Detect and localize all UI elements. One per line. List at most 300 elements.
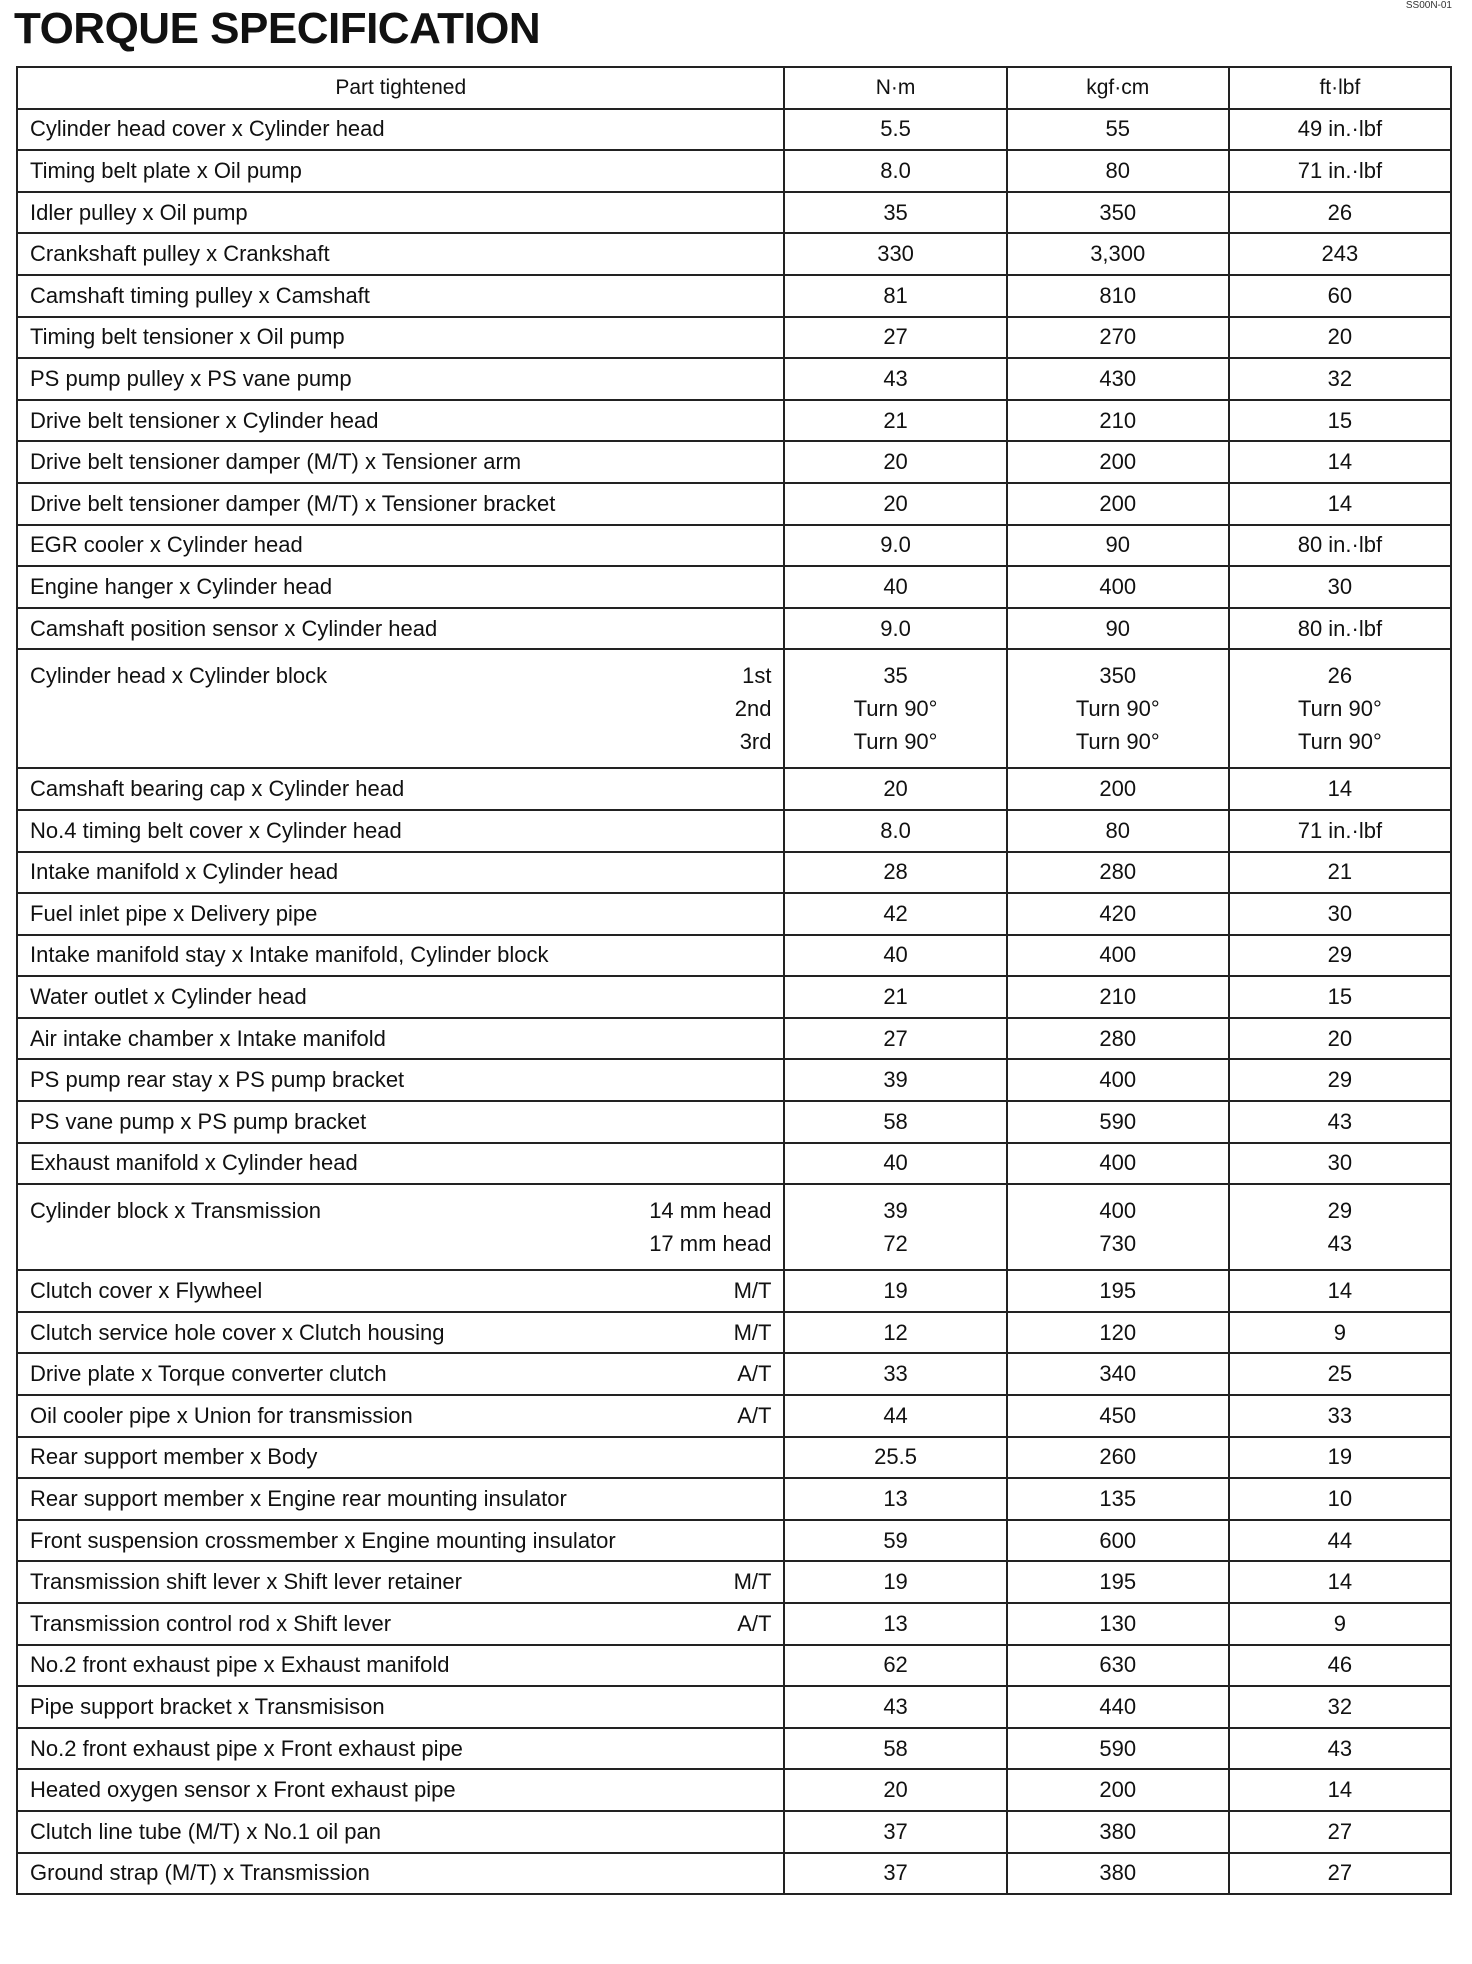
part-cell	[17, 525, 784, 567]
nm-cell	[784, 441, 1006, 483]
header-nm: N·m	[784, 67, 1006, 109]
nm-cell-value: 27	[883, 1025, 908, 1051]
kgf-cm-cell	[1007, 1478, 1229, 1520]
nm-cell	[784, 1018, 1006, 1060]
ft-lbf-cell-value: 27	[1327, 1860, 1353, 1886]
ft-lbf-cell-value: 9	[1333, 1319, 1347, 1345]
nm-cell	[784, 852, 1006, 894]
part-name: Camshaft position sensor x Cylinder head	[30, 615, 438, 641]
part-cell	[17, 810, 784, 852]
table-row	[17, 1520, 1451, 1562]
table-row	[17, 358, 1451, 400]
table-row	[17, 109, 1451, 151]
table-row	[17, 400, 1451, 442]
part-cell	[17, 1811, 784, 1853]
kgf-cm-cell-value: 135	[1099, 1486, 1137, 1512]
ft-lbf-cell	[1229, 852, 1451, 894]
nm-cell-value: 9.0	[880, 615, 911, 641]
ft-lbf-cell-value: 25	[1327, 1361, 1353, 1387]
table-row	[17, 233, 1451, 275]
part-cell	[17, 233, 784, 275]
part-cell	[17, 317, 784, 359]
nm-cell	[784, 358, 1006, 400]
kgf-cm-cell	[1007, 1437, 1229, 1479]
nm-cell-value: 33	[883, 1361, 908, 1387]
part-cell	[17, 1312, 784, 1354]
nm-cell	[784, 400, 1006, 442]
kgf-cm-cell-value: Turn 90°	[1075, 729, 1160, 755]
ft-lbf-cell	[1229, 1270, 1451, 1312]
part-name: PS pump pulley x PS vane pump	[30, 365, 352, 391]
table-row	[17, 1437, 1451, 1479]
table-row	[17, 1143, 1451, 1185]
ft-lbf-cell	[1229, 649, 1451, 768]
part-cell	[17, 852, 784, 894]
ft-lbf-cell-value: 29	[1327, 1198, 1353, 1224]
nm-cell	[784, 1101, 1006, 1143]
ft-lbf-cell-value: 9	[1333, 1610, 1347, 1636]
kgf-cm-cell-value: 350	[1099, 199, 1137, 225]
ft-lbf-cell	[1229, 1811, 1451, 1853]
kgf-cm-cell-value: 400	[1099, 1067, 1137, 1093]
ft-lbf-cell-value: 14	[1327, 490, 1353, 516]
kgf-cm-cell-value: 200	[1099, 490, 1137, 516]
part-cell	[17, 1395, 784, 1437]
kgf-cm-cell	[1007, 1270, 1229, 1312]
part-condition-label: M/T	[733, 1319, 772, 1345]
nm-cell-value: 5.5	[880, 116, 911, 142]
nm-cell	[784, 1395, 1006, 1437]
table-row	[17, 1686, 1451, 1728]
nm-cell	[784, 1143, 1006, 1185]
nm-cell	[784, 649, 1006, 768]
part-cell	[17, 649, 784, 768]
nm-cell	[784, 109, 1006, 151]
ft-lbf-cell-value: 15	[1327, 984, 1353, 1010]
ft-lbf-cell	[1229, 935, 1451, 977]
part-cell	[17, 1018, 784, 1060]
kgf-cm-cell	[1007, 649, 1229, 768]
part-condition-label: A/T	[737, 1402, 772, 1428]
ft-lbf-cell-value: 44	[1327, 1527, 1353, 1553]
ft-lbf-cell-value: 80 in.·lbf	[1297, 615, 1383, 641]
nm-cell	[784, 525, 1006, 567]
nm-cell-value: 40	[883, 573, 908, 599]
ft-lbf-cell	[1229, 1437, 1451, 1479]
part-cell	[17, 275, 784, 317]
nm-cell	[784, 1184, 1006, 1270]
table-row	[17, 976, 1451, 1018]
nm-cell-value: 19	[883, 1278, 908, 1304]
part-cell	[17, 441, 784, 483]
part-cell	[17, 1853, 784, 1895]
part-cell	[17, 1101, 784, 1143]
nm-cell	[784, 1270, 1006, 1312]
ft-lbf-cell	[1229, 1018, 1451, 1060]
part-cell	[17, 1769, 784, 1811]
nm-cell	[784, 566, 1006, 608]
kgf-cm-cell-value: 440	[1099, 1693, 1137, 1719]
kgf-cm-cell-value: 400	[1099, 942, 1137, 968]
part-condition-label: 3rd	[739, 729, 772, 755]
kgf-cm-cell-value: Turn 90°	[1075, 696, 1160, 722]
ft-lbf-cell	[1229, 1645, 1451, 1687]
ft-lbf-cell	[1229, 192, 1451, 234]
part-name: Cylinder head cover x Cylinder head	[30, 116, 385, 142]
ft-lbf-cell	[1229, 1478, 1451, 1520]
ft-lbf-cell-value: 29	[1327, 1067, 1353, 1093]
ft-lbf-cell	[1229, 1101, 1451, 1143]
ft-lbf-cell	[1229, 1184, 1451, 1270]
kgf-cm-cell	[1007, 1603, 1229, 1645]
part-name: Heated oxygen sensor x Front exhaust pipe	[30, 1777, 456, 1803]
table-row	[17, 935, 1451, 977]
part-cell	[17, 358, 784, 400]
kgf-cm-cell	[1007, 1853, 1229, 1895]
kgf-cm-cell-value: 280	[1099, 1025, 1137, 1051]
kgf-cm-cell	[1007, 608, 1229, 650]
ft-lbf-cell-value: Turn 90°	[1297, 729, 1382, 755]
nm-cell-value: 20	[883, 776, 908, 802]
kgf-cm-cell-value: 80	[1105, 817, 1130, 843]
part-name: No.4 timing belt cover x Cylinder head	[30, 817, 402, 843]
part-cell	[17, 1353, 784, 1395]
table-row	[17, 810, 1451, 852]
nm-cell	[784, 1520, 1006, 1562]
part-name: Intake manifold x Cylinder head	[30, 859, 339, 885]
part-name: Timing belt tensioner x Oil pump	[30, 324, 345, 350]
nm-cell	[784, 1811, 1006, 1853]
kgf-cm-cell	[1007, 150, 1229, 192]
nm-cell-value: 72	[883, 1231, 908, 1257]
table-body	[17, 109, 1451, 1895]
kgf-cm-cell-value: 195	[1099, 1569, 1137, 1595]
kgf-cm-cell	[1007, 852, 1229, 894]
table-row	[17, 566, 1451, 608]
nm-cell	[784, 1312, 1006, 1354]
part-name: Drive belt tensioner damper (M/T) x Tensioner bracket	[30, 490, 556, 516]
kgf-cm-cell-value: 590	[1099, 1735, 1137, 1761]
ft-lbf-cell-value: 20	[1327, 324, 1353, 350]
nm-cell	[784, 1478, 1006, 1520]
kgf-cm-cell-value: 730	[1099, 1231, 1137, 1257]
ft-lbf-cell	[1229, 768, 1451, 810]
nm-cell-value: 21	[883, 407, 908, 433]
nm-cell	[784, 976, 1006, 1018]
table-row	[17, 525, 1451, 567]
table-row	[17, 483, 1451, 525]
ft-lbf-cell-value: 71 in.·lbf	[1297, 817, 1383, 843]
kgf-cm-cell-value: 200	[1099, 449, 1137, 475]
part-condition-label: M/T	[733, 1569, 772, 1595]
ft-lbf-cell-value: Turn 90°	[1297, 696, 1382, 722]
kgf-cm-cell	[1007, 1312, 1229, 1354]
ft-lbf-cell	[1229, 317, 1451, 359]
kgf-cm-cell-value: 270	[1099, 324, 1137, 350]
table-row	[17, 441, 1451, 483]
part-condition	[734, 1320, 772, 1346]
ft-lbf-cell-value: 33	[1327, 1402, 1353, 1428]
ft-lbf-cell-value: 46	[1327, 1652, 1353, 1678]
kgf-cm-cell-value: 55	[1105, 116, 1130, 142]
table-row	[17, 1270, 1451, 1312]
table-row	[17, 1603, 1451, 1645]
nm-cell-value: 19	[883, 1569, 908, 1595]
part-name: PS pump rear stay x PS pump bracket	[30, 1067, 405, 1093]
kgf-cm-cell-value: 210	[1099, 984, 1137, 1010]
kgf-cm-cell-value: 340	[1099, 1361, 1137, 1387]
table-row	[17, 317, 1451, 359]
header-ft-lbf: ft·lbf	[1229, 67, 1451, 109]
kgf-cm-cell	[1007, 976, 1229, 1018]
ft-lbf-cell	[1229, 1059, 1451, 1101]
part-condition	[735, 659, 772, 758]
table-header-row	[17, 67, 1451, 109]
table-row	[17, 150, 1451, 192]
nm-cell	[784, 1645, 1006, 1687]
part-condition-label: 17 mm head	[649, 1231, 772, 1257]
ft-lbf-cell	[1229, 1395, 1451, 1437]
part-cell	[17, 1645, 784, 1687]
part-name: No.2 front exhaust pipe x Front exhaust pipe	[30, 1735, 463, 1761]
part-cell	[17, 608, 784, 650]
table-row	[17, 852, 1451, 894]
nm-cell-value: 13	[883, 1486, 908, 1512]
table-row	[17, 1769, 1451, 1811]
ft-lbf-cell-value: 26	[1327, 199, 1353, 225]
nm-cell-value: 9.0	[880, 532, 911, 558]
kgf-cm-cell	[1007, 1561, 1229, 1603]
ft-lbf-cell-value: 27	[1327, 1818, 1353, 1844]
kgf-cm-cell-value: 260	[1099, 1444, 1137, 1470]
kgf-cm-cell-value: 380	[1099, 1860, 1137, 1886]
kgf-cm-cell	[1007, 525, 1229, 567]
kgf-cm-cell	[1007, 1520, 1229, 1562]
nm-cell-value: 81	[883, 282, 908, 308]
part-name: Fuel inlet pipe x Delivery pipe	[30, 900, 318, 926]
ft-lbf-cell-value: 20	[1327, 1025, 1353, 1051]
part-name: Exhaust manifold x Cylinder head	[30, 1150, 358, 1176]
ft-lbf-cell	[1229, 893, 1451, 935]
part-name: Engine hanger x Cylinder head	[30, 573, 333, 599]
kgf-cm-cell	[1007, 275, 1229, 317]
page-code: SS00N-01	[1405, 0, 1452, 11]
part-cell	[17, 976, 784, 1018]
part-name: Clutch cover x Flywheel	[30, 1278, 263, 1304]
kgf-cm-cell	[1007, 1811, 1229, 1853]
part-condition	[649, 1194, 771, 1260]
kgf-cm-cell-value: 420	[1099, 900, 1137, 926]
part-cell	[17, 768, 784, 810]
ft-lbf-cell-value: 14	[1327, 1569, 1353, 1595]
ft-lbf-cell-value: 43	[1327, 1231, 1353, 1257]
kgf-cm-cell	[1007, 1059, 1229, 1101]
part-name: Camshaft bearing cap x Cylinder head	[30, 776, 405, 802]
part-name: EGR cooler x Cylinder head	[30, 532, 303, 558]
kgf-cm-cell	[1007, 810, 1229, 852]
ft-lbf-cell	[1229, 441, 1451, 483]
ft-lbf-cell	[1229, 1312, 1451, 1354]
table-row	[17, 608, 1451, 650]
part-name: Camshaft timing pulley x Camshaft	[30, 282, 370, 308]
kgf-cm-cell	[1007, 192, 1229, 234]
nm-cell-value: 35	[883, 663, 908, 689]
nm-cell-value: Turn 90°	[853, 729, 938, 755]
part-condition-label: 1st	[742, 663, 772, 689]
nm-cell	[784, 935, 1006, 977]
part-cell	[17, 109, 784, 151]
table-row	[17, 192, 1451, 234]
kgf-cm-cell	[1007, 935, 1229, 977]
kgf-cm-cell-value: 430	[1099, 365, 1137, 391]
table-row	[17, 893, 1451, 935]
table-row	[17, 1101, 1451, 1143]
torque-spec-table	[16, 66, 1452, 1895]
nm-cell-value: 13	[883, 1610, 908, 1636]
part-name: Air intake chamber x Intake manifold	[30, 1025, 386, 1051]
kgf-cm-cell-value: 130	[1099, 1610, 1137, 1636]
part-name: Drive belt tensioner x Cylinder head	[30, 407, 379, 433]
table-row	[17, 649, 1451, 768]
table-row	[17, 1184, 1451, 1270]
kgf-cm-cell-value: 90	[1105, 615, 1130, 641]
ft-lbf-cell-value: 14	[1327, 1777, 1353, 1803]
ft-lbf-cell	[1229, 1603, 1451, 1645]
nm-cell	[784, 1437, 1006, 1479]
nm-cell	[784, 893, 1006, 935]
part-name: Transmission control rod x Shift lever	[30, 1610, 392, 1636]
nm-cell-value: 58	[883, 1735, 908, 1761]
part-condition-label: A/T	[737, 1361, 772, 1387]
nm-cell	[784, 275, 1006, 317]
part-condition	[737, 1361, 771, 1387]
ft-lbf-cell-value: 32	[1327, 1693, 1353, 1719]
part-condition-label: 2nd	[734, 696, 772, 722]
table-row	[17, 1478, 1451, 1520]
nm-cell-value: 43	[883, 365, 908, 391]
ft-lbf-cell-value: 71 in.·lbf	[1297, 157, 1383, 183]
ft-lbf-cell	[1229, 1561, 1451, 1603]
kgf-cm-cell-value: 120	[1099, 1319, 1137, 1345]
kgf-cm-cell	[1007, 1101, 1229, 1143]
nm-cell-value: 20	[883, 1777, 908, 1803]
kgf-cm-cell	[1007, 768, 1229, 810]
header-part-tightened: Part tightened	[17, 67, 784, 109]
ft-lbf-cell-value: 80 in.·lbf	[1297, 532, 1383, 558]
part-cell	[17, 1520, 784, 1562]
nm-cell	[784, 1769, 1006, 1811]
part-name: Drive belt tensioner damper (M/T) x Tensioner arm	[30, 449, 522, 475]
nm-cell	[784, 1853, 1006, 1895]
part-name: Pipe support bracket x Transmisison	[30, 1693, 385, 1719]
ft-lbf-cell	[1229, 1686, 1451, 1728]
part-cell	[17, 400, 784, 442]
part-cell	[17, 935, 784, 977]
ft-lbf-cell	[1229, 275, 1451, 317]
ft-lbf-cell	[1229, 566, 1451, 608]
table-row	[17, 1395, 1451, 1437]
part-cell	[17, 1728, 784, 1770]
ft-lbf-cell-value: 19	[1327, 1444, 1353, 1470]
kgf-cm-cell-value: 200	[1099, 776, 1137, 802]
table-row	[17, 1853, 1451, 1895]
kgf-cm-cell-value: 280	[1099, 859, 1137, 885]
ft-lbf-cell-value: 15	[1327, 407, 1353, 433]
part-name: Crankshaft pulley x Crankshaft	[30, 241, 330, 267]
ft-lbf-cell	[1229, 1520, 1451, 1562]
nm-cell-value: 35	[883, 199, 908, 225]
part-name: Water outlet x Cylinder head	[30, 984, 307, 1010]
part-cell	[17, 1184, 784, 1270]
part-name: Intake manifold stay x Intake manifold, Cylinder block	[30, 942, 549, 968]
ft-lbf-cell	[1229, 1353, 1451, 1395]
kgf-cm-cell	[1007, 1686, 1229, 1728]
nm-cell-value: 330	[877, 241, 914, 267]
kgf-cm-cell	[1007, 483, 1229, 525]
nm-cell-value: 62	[883, 1652, 908, 1678]
part-cell	[17, 150, 784, 192]
ft-lbf-cell-value: 43	[1327, 1108, 1353, 1134]
nm-cell-value: 8.0	[880, 157, 911, 183]
header-kgf-cm: kgf·cm	[1007, 67, 1229, 109]
nm-cell	[784, 483, 1006, 525]
part-name: Rear support member x Engine rear mounting insulator	[30, 1486, 567, 1512]
nm-cell	[784, 1561, 1006, 1603]
table-row	[17, 1561, 1451, 1603]
nm-cell-value: 12	[883, 1319, 908, 1345]
ft-lbf-cell	[1229, 109, 1451, 151]
part-condition	[737, 1611, 771, 1637]
ft-lbf-cell-value: 43	[1327, 1735, 1353, 1761]
ft-lbf-cell-value: 10	[1327, 1486, 1353, 1512]
table-row	[17, 1811, 1451, 1853]
nm-cell-value: Turn 90°	[853, 696, 938, 722]
kgf-cm-cell-value: 600	[1099, 1527, 1137, 1553]
kgf-cm-cell-value: 380	[1099, 1818, 1137, 1844]
ft-lbf-cell	[1229, 525, 1451, 567]
nm-cell-value: 28	[883, 859, 908, 885]
part-cell	[17, 1143, 784, 1185]
nm-cell-value: 40	[883, 942, 908, 968]
part-name: Clutch line tube (M/T) x No.1 oil pan	[30, 1818, 381, 1844]
kgf-cm-cell-value: 195	[1099, 1278, 1137, 1304]
table-row	[17, 1059, 1451, 1101]
nm-cell	[784, 1728, 1006, 1770]
part-name: Cylinder block x Transmission	[30, 1198, 321, 1224]
ft-lbf-cell	[1229, 608, 1451, 650]
ft-lbf-cell-value: 14	[1327, 449, 1353, 475]
nm-cell-value: 43	[883, 1693, 908, 1719]
kgf-cm-cell	[1007, 233, 1229, 275]
kgf-cm-cell	[1007, 1353, 1229, 1395]
part-name: Front suspension crossmember x Engine mounting insulator	[30, 1527, 616, 1553]
part-condition-label: A/T	[737, 1610, 772, 1636]
kgf-cm-cell	[1007, 1184, 1229, 1270]
part-cell	[17, 1437, 784, 1479]
part-cell	[17, 1270, 784, 1312]
ft-lbf-cell	[1229, 233, 1451, 275]
ft-lbf-cell	[1229, 483, 1451, 525]
part-condition	[737, 1403, 771, 1429]
table-row	[17, 275, 1451, 317]
nm-cell-value: 21	[883, 984, 908, 1010]
nm-cell-value: 20	[883, 490, 908, 516]
ft-lbf-cell-value: 243	[1321, 241, 1359, 267]
table-row	[17, 768, 1451, 810]
nm-cell	[784, 1353, 1006, 1395]
nm-cell	[784, 192, 1006, 234]
ft-lbf-cell-value: 14	[1327, 1278, 1353, 1304]
